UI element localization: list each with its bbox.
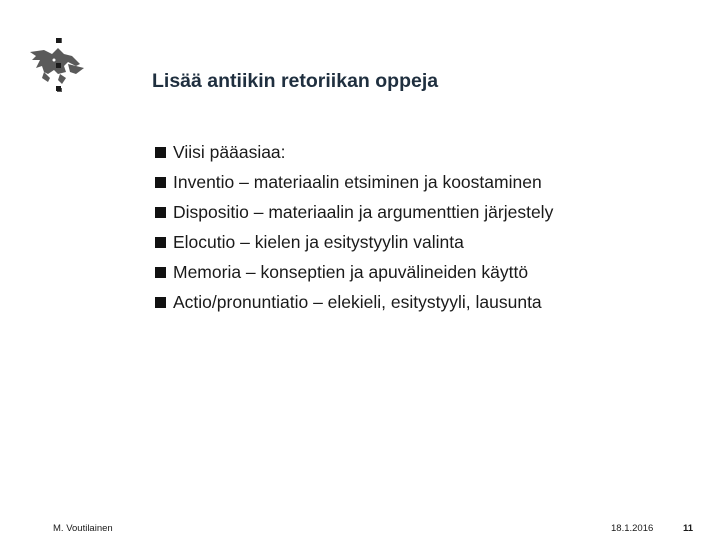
bullet-text: Inventio – materiaalin etsiminen ja koostaminen — [173, 171, 542, 192]
bullet-text: Memoria – konseptien ja apuvälineiden käyttö — [173, 261, 529, 282]
footer-date: 18.1.2016 — [611, 523, 654, 534]
bullet-item — [155, 197, 553, 227]
bullet-item — [155, 287, 553, 317]
bullet-item — [155, 227, 553, 257]
square-bullet-icon — [155, 147, 166, 158]
bullet-text: Viisi pääasiaa: — [173, 141, 286, 162]
slide-title: Lisää antiikin retoriikan oppeja — [152, 70, 439, 92]
square-bullet-icon — [155, 297, 166, 308]
page-number: 11 — [683, 523, 694, 534]
bullet-text: Dispositio – materiaalin ja argumenttien järjestely — [173, 201, 554, 222]
bullet-text: Elocutio – kielen ja esitystyylin valinta — [173, 231, 464, 252]
square-bullet-icon — [155, 237, 166, 248]
bullet-item — [155, 257, 553, 287]
footer-author: M. Voutilainen — [53, 523, 113, 534]
square-bullet-icon — [155, 267, 166, 278]
bullet-item — [155, 167, 553, 197]
square-bullet-icon — [155, 177, 166, 188]
university-logo-icon — [24, 30, 90, 96]
square-bullet-icon — [155, 207, 166, 218]
bullet-text: Actio/pronuntiatio – elekieli, esitystyyli, lausunta — [173, 291, 542, 312]
bullet-item — [155, 137, 553, 167]
bullet-list — [155, 137, 553, 317]
